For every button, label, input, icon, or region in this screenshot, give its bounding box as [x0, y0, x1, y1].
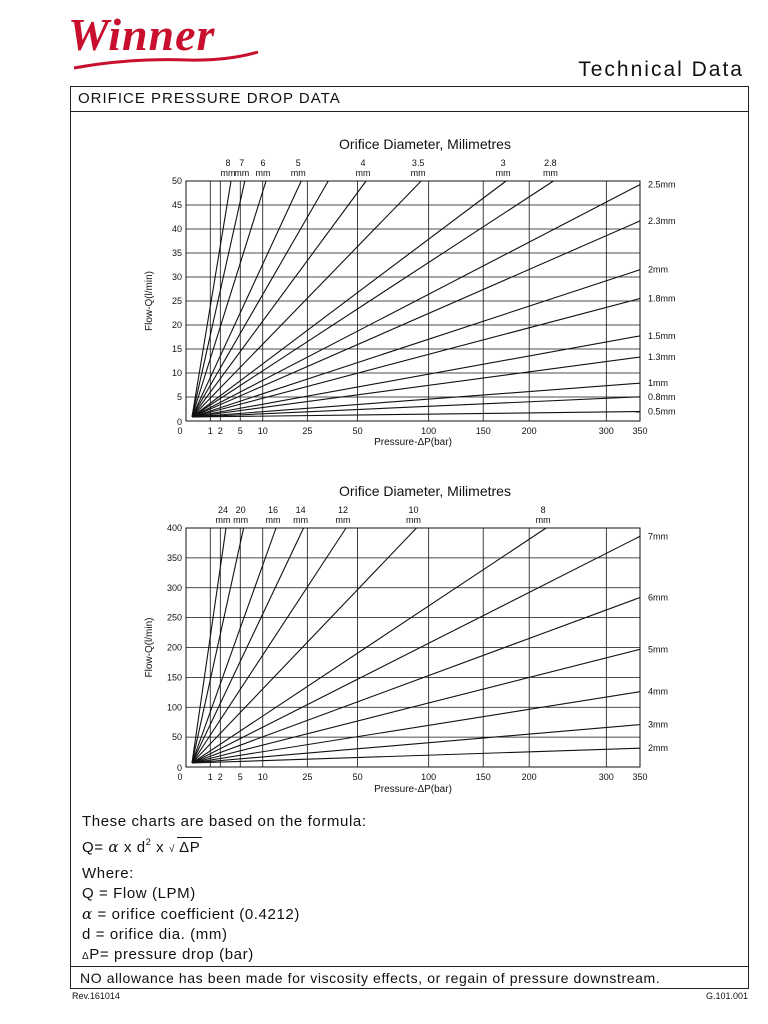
x-tick-label: 100	[421, 772, 437, 782]
x-tick-label: 0	[177, 426, 183, 436]
formula-def-q: Q = Flow (LPM)	[82, 885, 196, 902]
series-line-8mm	[192, 528, 546, 763]
top-diameter-label: 5	[295, 158, 301, 168]
x-tick-label: 25	[302, 772, 313, 782]
series-line-10mm	[192, 528, 416, 763]
formula-alpha: α	[108, 838, 120, 856]
top-diameter-label: 8	[225, 158, 231, 168]
top-diameter-label: 16	[268, 505, 279, 515]
top-diameter-unit: mm	[255, 168, 271, 178]
top-diameter-unit: mm	[233, 515, 249, 525]
x-tick-label: 350	[632, 426, 648, 436]
y-tick-label: 15	[171, 344, 182, 354]
x-tick-label: 350	[632, 772, 648, 782]
x-tick-label: 200	[521, 426, 537, 436]
top-diameter-unit: mm	[293, 515, 309, 525]
formula-equation: Q= α x $d^2$ x √ ΔP	[82, 837, 201, 856]
y-tick-label: 10	[171, 368, 182, 378]
x-tick-label: 200	[521, 772, 537, 782]
y-tick-label: 40	[171, 224, 182, 234]
right-diameter-label: 1mm	[648, 378, 668, 389]
x-tick-label: 300	[598, 772, 614, 782]
formula-def-dp-text: P= pressure drop (bar)	[89, 946, 254, 963]
chart-title: Orifice Diameter, Milimetres	[339, 483, 511, 499]
y-tick-label: 150	[166, 672, 182, 683]
x-tick-label: 50	[352, 426, 363, 436]
series-line-2mm	[192, 748, 640, 763]
top-diameter-label: 12	[338, 505, 349, 515]
brand-name: Winner	[68, 9, 216, 60]
top-diameter-unit: mm	[335, 515, 351, 525]
document-code: G.101.001	[705, 991, 748, 1001]
y-tick-label: 50	[171, 732, 182, 743]
top-diameter-unit: mm	[234, 168, 250, 178]
section-title: ORIFICE PRESSURE DROP DATA	[70, 86, 749, 112]
x-tick-label: 2	[217, 772, 223, 782]
top-diameter-unit: mm	[405, 515, 421, 525]
x-axis-label: Pressure-ΔP(bar)	[374, 784, 452, 795]
x-tick-label: 50	[352, 772, 363, 782]
series-line-16mm	[192, 528, 276, 763]
top-diameter-label: 6	[260, 158, 266, 168]
formula-intro: These charts are based on the formula:	[82, 813, 367, 830]
right-diameter-label: 5mm	[648, 644, 668, 655]
right-diameter-label: 1.3mm	[648, 352, 676, 363]
top-diameter-label: 24	[218, 505, 229, 515]
top-diameter-label: 2.8	[544, 158, 557, 168]
y-tick-label: 200	[166, 642, 182, 653]
doc-type-label: Technical Data	[578, 58, 744, 81]
y-tick-label: 35	[171, 248, 182, 258]
x-tick-label: 25	[302, 426, 313, 436]
series-line-5mm	[192, 649, 640, 763]
right-diameter-label: 1.5mm	[648, 330, 676, 341]
top-diameter-label: 8	[540, 505, 546, 515]
formula-def-alpha-text: = orifice coefficient (0.4212)	[97, 906, 300, 923]
top-diameter-label: 3	[500, 158, 506, 168]
top-diameter-unit: mm	[355, 168, 371, 178]
x-tick-label: 10	[257, 426, 268, 436]
series-line-6mm	[192, 181, 266, 417]
x-tick-label: 5	[237, 426, 243, 436]
revision-code: Rev.161014	[72, 991, 120, 1001]
y-tick-label: 0	[176, 417, 182, 427]
top-diameter-unit: mm	[220, 168, 236, 178]
top-diameter-label: 7	[239, 158, 245, 168]
series-line-1-8mm	[192, 298, 640, 417]
formula-x-d: x d	[123, 839, 146, 856]
right-diameter-label: 3mm	[648, 719, 668, 730]
x-tick-label: 1	[207, 426, 213, 436]
x-tick-label: 100	[421, 426, 437, 436]
x-axis-label: Pressure-ΔP(bar)	[374, 437, 452, 448]
y-tick-label: 30	[171, 272, 182, 282]
formula-def-alpha-symbol: α	[82, 905, 93, 923]
y-axis-label: Flow-Q(l/min)	[144, 617, 155, 678]
formula-delta-p: ΔP	[179, 839, 201, 856]
y-tick-label: 20	[171, 320, 182, 330]
top-diameter-unit: mm	[542, 168, 558, 178]
right-diameter-label: 2mm	[648, 264, 668, 275]
top-diameter-unit: mm	[410, 168, 426, 178]
footnote-divider	[70, 966, 749, 967]
top-diameter-unit: mm	[290, 168, 306, 178]
formula-where: Where:	[82, 865, 134, 882]
formula-def-dp	[82, 945, 367, 967]
winner-logo	[68, 8, 268, 76]
top-diameter-label: 3.5	[411, 158, 425, 168]
top-diameter-unit: mm	[495, 168, 511, 178]
right-diameter-label: 4mm	[648, 686, 668, 697]
top-diameter-unit: mm	[265, 515, 281, 525]
orifice-chart-small	[70, 120, 749, 460]
series-line-3mm	[192, 725, 640, 763]
top-diameter-label: 14	[295, 505, 306, 515]
x-tick-label: 0	[177, 772, 183, 782]
footnote: NO allowance has been made for viscosity effects, or regain of pressure downstream.	[80, 970, 661, 986]
formula-exponent: 2	[145, 837, 152, 847]
formula-def-dp-symbol: Δ	[82, 951, 90, 962]
y-tick-label: 0	[176, 763, 182, 773]
x-tick-label: 300	[598, 426, 614, 436]
y-tick-label: 50	[171, 176, 182, 186]
series-line-2mm	[192, 270, 640, 417]
x-tick-label: 10	[257, 772, 268, 782]
formula-block	[82, 812, 367, 967]
top-diameter-label: 20	[235, 505, 246, 515]
x-tick-label: 5	[237, 772, 243, 782]
y-tick-label: 45	[171, 200, 182, 210]
series-line-7mm	[192, 536, 640, 763]
y-tick-label: 100	[166, 702, 182, 713]
right-diameter-label: 7mm	[648, 531, 668, 542]
x-tick-label: 150	[475, 426, 491, 436]
y-tick-label: 5	[176, 392, 182, 402]
formula-q: Q=	[82, 839, 104, 856]
y-tick-label: 25	[171, 296, 182, 306]
right-diameter-label: 2.5mm	[648, 179, 676, 190]
series-line-12mm	[192, 528, 346, 763]
top-diameter-unit: mm	[535, 515, 551, 525]
series-line-20mm	[192, 528, 244, 763]
y-tick-label: 400	[166, 523, 182, 533]
y-axis-label: Flow-Q(l/min)	[144, 271, 155, 331]
top-diameter-label: 10	[408, 505, 419, 515]
formula-x: x	[156, 839, 165, 856]
right-diameter-label: 2mm	[648, 743, 668, 754]
formula-def-alpha	[82, 904, 367, 925]
x-tick-label: 2	[217, 426, 223, 436]
right-diameter-label: 2.3mm	[648, 215, 676, 226]
y-tick-label: 350	[166, 552, 182, 563]
chart-title: Orifice Diameter, Milimetres	[339, 136, 511, 152]
top-diameter-label: 4	[360, 158, 366, 168]
right-diameter-label: 1.8mm	[648, 293, 676, 304]
series-line-8mm	[192, 181, 231, 417]
right-diameter-label: 0.8mm	[648, 391, 676, 402]
right-diameter-label: 6mm	[648, 592, 668, 603]
top-diameter-unit: mm	[215, 515, 231, 525]
y-tick-label: 250	[166, 612, 182, 623]
formula-def-d: d = orifice dia. (mm)	[82, 926, 228, 943]
series-line-4mm	[192, 692, 640, 763]
orifice-chart-large	[70, 475, 749, 805]
y-tick-label: 300	[166, 582, 182, 593]
right-diameter-label: 0.5mm	[648, 406, 676, 417]
x-tick-label: 150	[475, 772, 491, 782]
x-tick-label: 1	[207, 772, 213, 782]
